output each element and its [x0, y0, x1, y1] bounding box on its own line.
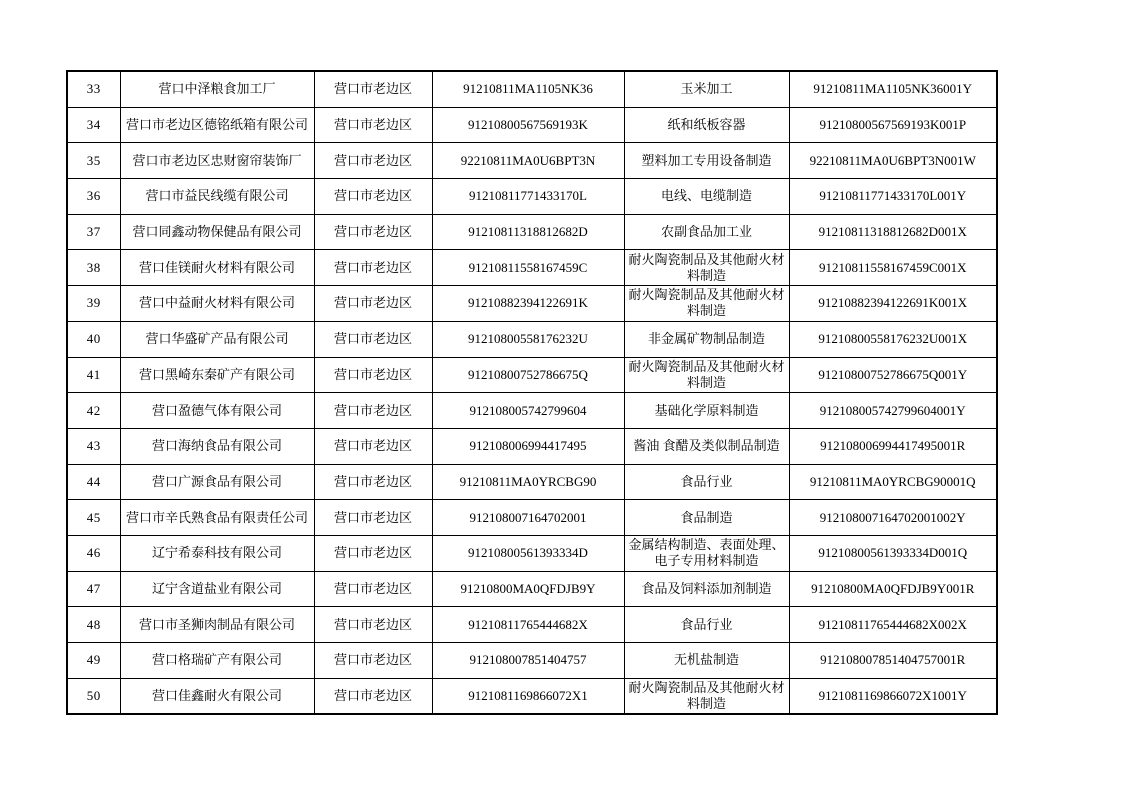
cell-index: 46 — [67, 535, 120, 571]
cell-credit-code: 912108006994417495 — [432, 428, 624, 464]
cell-industry: 玉米加工 — [624, 71, 789, 107]
cell-credit-code: 91210811558167459C — [432, 250, 624, 286]
cell-index: 35 — [67, 143, 120, 179]
table-row — [67, 250, 997, 286]
cell-industry: 食品及饲料添加剂制造 — [624, 571, 789, 607]
cell-district: 营口市老边区 — [314, 571, 432, 607]
cell-credit-code: 91210811771433170L — [432, 179, 624, 215]
cell-company: 营口同鑫动物保健品有限公司 — [120, 214, 314, 250]
company-table — [66, 70, 998, 715]
cell-index: 36 — [67, 179, 120, 215]
cell-index: 50 — [67, 678, 120, 714]
cell-district: 营口市老边区 — [314, 500, 432, 536]
cell-company: 营口黑崎东秦矿产有限公司 — [120, 357, 314, 393]
cell-company: 营口盈德气体有限公司 — [120, 393, 314, 429]
cell-credit-code: 92210811MA0U6BPT3N — [432, 143, 624, 179]
company-table-body — [67, 71, 997, 714]
cell-reg-code: 92210811MA0U6BPT3N001W — [789, 143, 997, 179]
cell-industry: 无机盐制造 — [624, 643, 789, 679]
cell-industry: 酱油 食醋及类似制品制造 — [624, 428, 789, 464]
table-row — [67, 500, 997, 536]
cell-company: 辽宁含道盐业有限公司 — [120, 571, 314, 607]
cell-company: 营口中泽粮食加工厂 — [120, 71, 314, 107]
cell-company: 营口市圣狮肉制品有限公司 — [120, 607, 314, 643]
cell-district: 营口市老边区 — [314, 678, 432, 714]
cell-index: 47 — [67, 571, 120, 607]
table-row — [67, 321, 997, 357]
cell-credit-code: 91210800567569193K — [432, 107, 624, 143]
table-row — [67, 571, 997, 607]
cell-reg-code: 91210800752786675Q001Y — [789, 357, 997, 393]
cell-index: 42 — [67, 393, 120, 429]
cell-reg-code: 912108007164702001002Y — [789, 500, 997, 536]
cell-industry: 塑料加工专用设备制造 — [624, 143, 789, 179]
cell-reg-code: 91210882394122691K001X — [789, 286, 997, 322]
cell-index: 43 — [67, 428, 120, 464]
cell-index: 40 — [67, 321, 120, 357]
cell-reg-code: 91210800MA0QFDJB9Y001R — [789, 571, 997, 607]
table-row — [67, 643, 997, 679]
cell-index: 41 — [67, 357, 120, 393]
cell-credit-code: 912108007164702001 — [432, 500, 624, 536]
cell-reg-code: 9121081169866072X1001Y — [789, 678, 997, 714]
table-row — [67, 535, 997, 571]
cell-company: 营口华盛矿产品有限公司 — [120, 321, 314, 357]
cell-credit-code: 9121081169866072X1 — [432, 678, 624, 714]
cell-industry: 食品行业 — [624, 607, 789, 643]
cell-district: 营口市老边区 — [314, 179, 432, 215]
cell-company: 营口佳镁耐火材料有限公司 — [120, 250, 314, 286]
cell-industry: 农副食品加工业 — [624, 214, 789, 250]
cell-index: 49 — [67, 643, 120, 679]
cell-reg-code: 912108006994417495001R — [789, 428, 997, 464]
cell-company: 营口佳鑫耐火有限公司 — [120, 678, 314, 714]
cell-credit-code: 91210800MA0QFDJB9Y — [432, 571, 624, 607]
table-row — [67, 428, 997, 464]
cell-industry: 非金属矿物制品制造 — [624, 321, 789, 357]
cell-index: 33 — [67, 71, 120, 107]
cell-industry: 金属结构制造、表面处理、电子专用材料制造 — [624, 535, 789, 571]
cell-reg-code: 91210800567569193K001P — [789, 107, 997, 143]
table-row — [67, 107, 997, 143]
cell-district: 营口市老边区 — [314, 107, 432, 143]
cell-reg-code: 91210811558167459C001X — [789, 250, 997, 286]
table-row — [67, 393, 997, 429]
cell-reg-code: 91210811318812682D001X — [789, 214, 997, 250]
cell-company: 营口广源食品有限公司 — [120, 464, 314, 500]
cell-credit-code: 91210811765444682X — [432, 607, 624, 643]
cell-company: 营口海纳食品有限公司 — [120, 428, 314, 464]
cell-district: 营口市老边区 — [314, 286, 432, 322]
cell-district: 营口市老边区 — [314, 607, 432, 643]
cell-company: 营口市益民线缆有限公司 — [120, 179, 314, 215]
cell-credit-code: 91210811318812682D — [432, 214, 624, 250]
table-row — [67, 357, 997, 393]
cell-industry: 电线、电缆制造 — [624, 179, 789, 215]
cell-reg-code: 912108005742799604001Y — [789, 393, 997, 429]
cell-district: 营口市老边区 — [314, 143, 432, 179]
cell-credit-code: 91210811MA1105NK36 — [432, 71, 624, 107]
cell-company: 营口格瑞矿产有限公司 — [120, 643, 314, 679]
cell-industry: 食品制造 — [624, 500, 789, 536]
cell-industry: 纸和纸板容器 — [624, 107, 789, 143]
table-row — [67, 71, 997, 107]
cell-index: 38 — [67, 250, 120, 286]
cell-credit-code: 91210800558176232U — [432, 321, 624, 357]
cell-district: 营口市老边区 — [314, 250, 432, 286]
cell-district: 营口市老边区 — [314, 357, 432, 393]
cell-reg-code: 91210800561393334D001Q — [789, 535, 997, 571]
cell-district: 营口市老边区 — [314, 535, 432, 571]
table-row — [67, 143, 997, 179]
cell-district: 营口市老边区 — [314, 71, 432, 107]
cell-credit-code: 912108007851404757 — [432, 643, 624, 679]
cell-industry: 耐火陶瓷制品及其他耐火材料制造 — [624, 286, 789, 322]
table-row — [67, 678, 997, 714]
cell-index: 34 — [67, 107, 120, 143]
cell-district: 营口市老边区 — [314, 393, 432, 429]
cell-district: 营口市老边区 — [314, 464, 432, 500]
table-row — [67, 214, 997, 250]
cell-industry: 耐火陶瓷制品及其他耐火材料制造 — [624, 678, 789, 714]
cell-district: 营口市老边区 — [314, 428, 432, 464]
cell-company: 营口市辛氏熟食品有限责任公司 — [120, 500, 314, 536]
cell-credit-code: 91210882394122691K — [432, 286, 624, 322]
cell-credit-code: 91210800752786675Q — [432, 357, 624, 393]
cell-reg-code: 91210811765444682X002X — [789, 607, 997, 643]
cell-company: 营口中益耐火材料有限公司 — [120, 286, 314, 322]
table-row — [67, 179, 997, 215]
cell-credit-code: 912108005742799604 — [432, 393, 624, 429]
cell-district: 营口市老边区 — [314, 321, 432, 357]
cell-industry: 基础化学原料制造 — [624, 393, 789, 429]
cell-reg-code: 91210811MA1105NK36001Y — [789, 71, 997, 107]
cell-district: 营口市老边区 — [314, 214, 432, 250]
cell-credit-code: 91210800561393334D — [432, 535, 624, 571]
cell-reg-code: 91210811MA0YRCBG90001Q — [789, 464, 997, 500]
table-row — [67, 286, 997, 322]
cell-company: 辽宁希泰科技有限公司 — [120, 535, 314, 571]
cell-index: 44 — [67, 464, 120, 500]
cell-industry: 耐火陶瓷制品及其他耐火材料制造 — [624, 357, 789, 393]
cell-company: 营口市老边区忠财窗帘装饰厂 — [120, 143, 314, 179]
cell-credit-code: 91210811MA0YRCBG90 — [432, 464, 624, 500]
cell-index: 48 — [67, 607, 120, 643]
cell-index: 45 — [67, 500, 120, 536]
cell-industry: 食品行业 — [624, 464, 789, 500]
table-row — [67, 464, 997, 500]
cell-reg-code: 91210811771433170L001Y — [789, 179, 997, 215]
table-row — [67, 607, 997, 643]
cell-industry: 耐火陶瓷制品及其他耐火材料制造 — [624, 250, 789, 286]
cell-reg-code: 91210800558176232U001X — [789, 321, 997, 357]
cell-district: 营口市老边区 — [314, 643, 432, 679]
cell-index: 39 — [67, 286, 120, 322]
cell-reg-code: 912108007851404757001R — [789, 643, 997, 679]
cell-index: 37 — [67, 214, 120, 250]
cell-company: 营口市老边区德铭纸箱有限公司 — [120, 107, 314, 143]
